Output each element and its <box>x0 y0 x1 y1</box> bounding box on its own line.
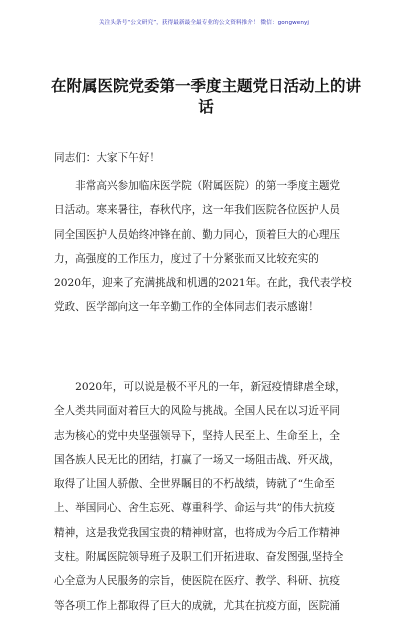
text-line: 上、举国同心、舍生忘死、尊重科学、命运与共”的伟大抗疫 <box>54 502 335 515</box>
text-line: 2020年，迎来了充满挑战和机遇的2021年。在此，我代表学校 <box>54 277 352 290</box>
text-line: 精神，这是我党我国宝贵的精神财富，也将成为今后工作精神 <box>54 526 341 539</box>
text-line: 等各项工作上都取得了巨大的成就，尤其在抗疫方面，医院涌 <box>54 599 341 612</box>
title-line: 在附属医院党委第一季度主题党日活动上的讲 <box>50 77 361 95</box>
text-line: 力，高强度的工作压力，度过了十分紧张而又比较充实的 <box>54 252 319 265</box>
document-title <box>48 76 364 118</box>
text-line: 党政、医学部向这一年辛勤工作的全体同志们表示感谢！ <box>54 301 319 314</box>
paragraph-2 <box>54 375 356 618</box>
text-line: 志为核心的党中央坚强领导下，坚持人民至上、生命至上，全 <box>54 429 341 442</box>
greeting: 同志们：大家下午好！ <box>54 152 160 164</box>
header-note: 关注头条号“公文研究”，获得最新最全最专业的公文资料推介！ 微信：gongwenyj <box>98 20 310 26</box>
text-line: 心全意为人民服务的宗旨，使医院在医疗、教学、科研、抗疫 <box>54 575 341 588</box>
text-line: 国各族人民无比的团结，打赢了一场又一场阻击战、歼灭战， <box>54 453 341 466</box>
title-line: 话 <box>198 98 214 116</box>
text-line: 全人类共同面对着巨大的风险与挑战。全国人民在以习近平同 <box>54 405 341 418</box>
text-line: 支柱。附属医院领导班子及职工们开拓进取、奋发图强,坚持全 <box>54 551 344 564</box>
text-line: 取得了让国人骄傲、全世界瞩目的不朽战绩，铸就了“生命至 <box>54 478 335 491</box>
text-line: 同全国医护人员始终冲锋在前、勤力同心，顶着巨大的心理压 <box>54 228 341 241</box>
text-line: 2020年，可以说是极不平凡的一年，新冠疫情肆虐全球， <box>54 381 346 393</box>
text-line: 日活动。寒来暑往，春秋代序，这一年我们医院各位医护人员 <box>54 204 341 217</box>
paragraph-1 <box>54 174 356 320</box>
text-line: 非常高兴参加临床医学院（附属医院）的第一季度主题党 <box>54 180 341 192</box>
